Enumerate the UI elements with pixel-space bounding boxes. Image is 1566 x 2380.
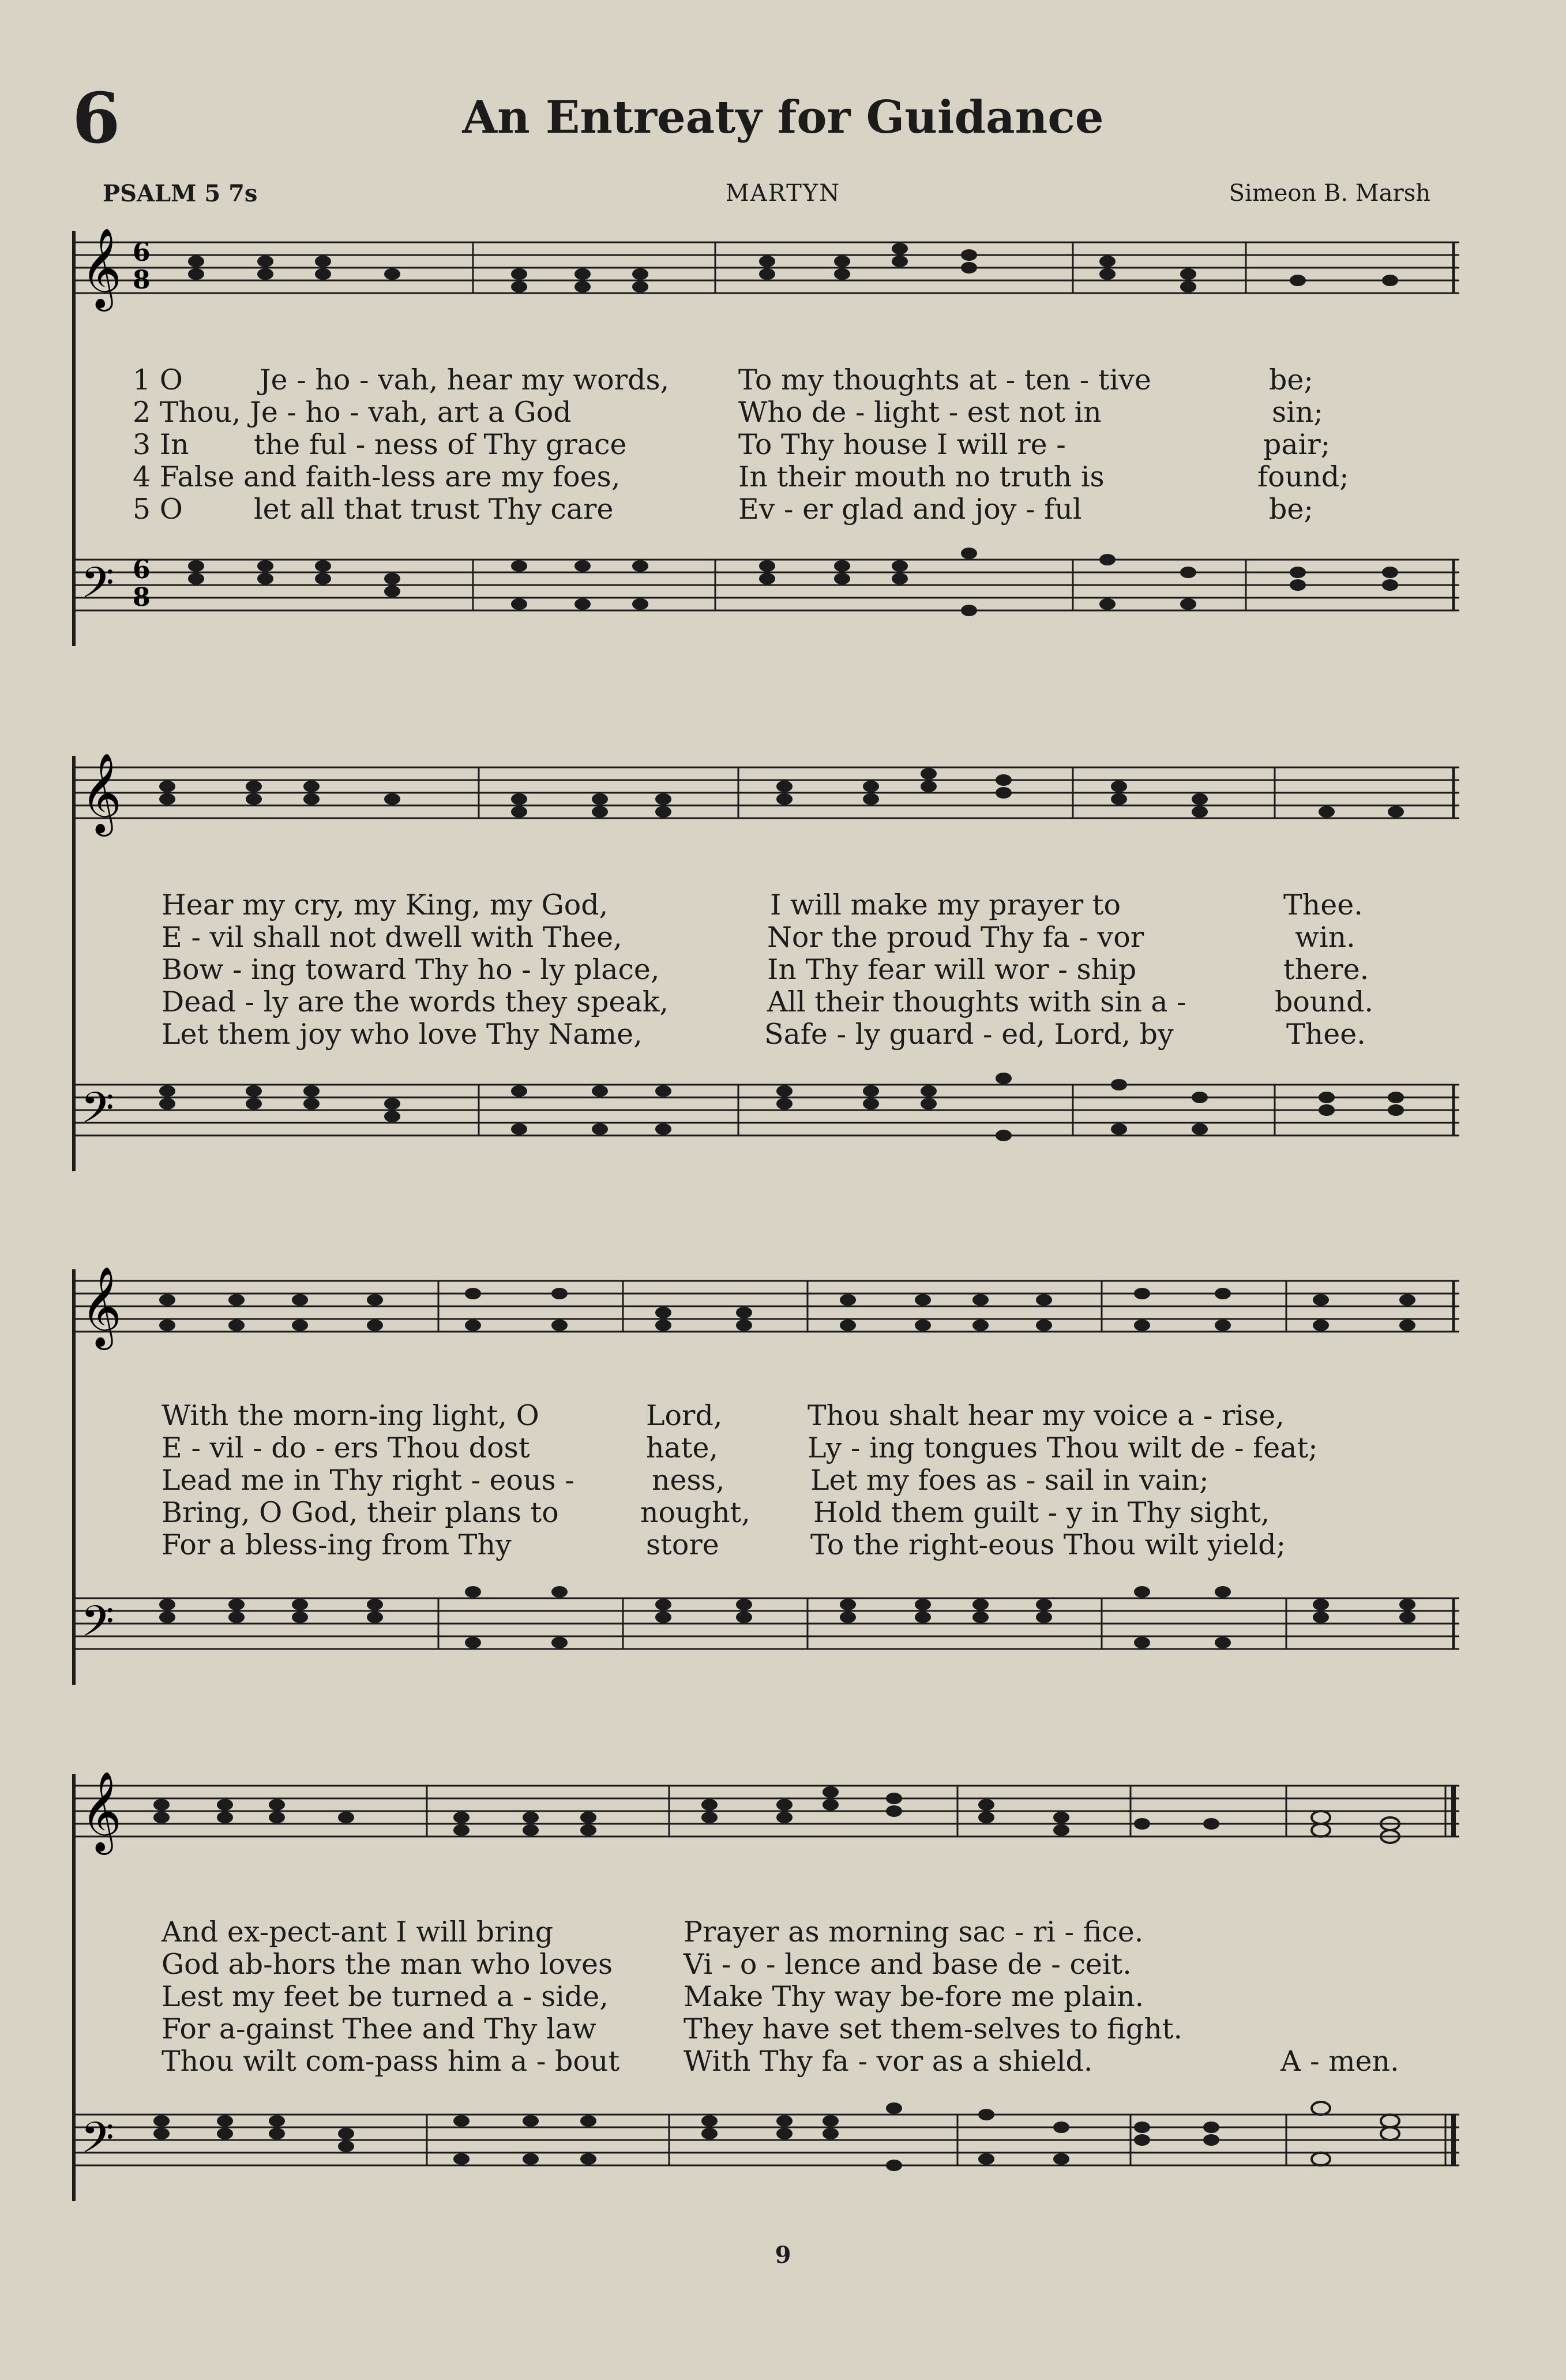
svg-text:𝄢: 𝄢 bbox=[81, 1596, 114, 1657]
verse-line: And ex-pect-ant I will bring Prayer as morning sac - ri - fice. bbox=[162, 1916, 1144, 1948]
verse-line: For a bless-ing from Thy store To the right-eous Thou wilt yield; bbox=[162, 1528, 1286, 1561]
amen: A - men. bbox=[1280, 2045, 1399, 2078]
time-sig-top: 6 bbox=[133, 238, 151, 267]
svg-text:8: 8 bbox=[133, 583, 151, 612]
svg-text:𝄞: 𝄞 bbox=[81, 1266, 122, 1347]
time-sig-bottom: 8 bbox=[133, 265, 151, 295]
verse-line: With the morn-ing light, O Lord, Thou shalt hear my voice a - rise, bbox=[162, 1399, 1285, 1432]
system-1 bbox=[69, 219, 1465, 681]
verse-line: 1 O Je - ho - vah, hear my words, To my thoughts at - ten - tive be; bbox=[133, 363, 1313, 396]
verse-line: Lead me in Thy right - eous - ness, Let my foes as - sail in vain; bbox=[162, 1464, 1209, 1497]
verse-line: Bring, O God, their plans to nought, Hold them guilt - y in Thy sight, bbox=[162, 1496, 1270, 1529]
svg-text:𝄞: 𝄞 bbox=[81, 753, 122, 833]
treble-clef-icon: 𝄞 bbox=[81, 228, 122, 308]
tune-name: MARTYN bbox=[725, 180, 841, 207]
system-4 bbox=[69, 1763, 1465, 2224]
verse-line: Bow - ing toward Thy ho - ly place, In Thy fear will wor - ship there. bbox=[162, 953, 1369, 986]
svg-text:𝄞: 𝄞 bbox=[81, 1771, 122, 1851]
hymn-number: 6 bbox=[72, 78, 121, 159]
verse-line: Let them joy who love Thy Name, Safe - ly guard - ed, Lord, by Thee. bbox=[162, 1018, 1366, 1051]
svg-text:𝄢: 𝄢 bbox=[81, 1083, 114, 1144]
system-3 bbox=[69, 1258, 1465, 1696]
verse-line: Hear my cry, my King, my God, I will make my prayer to Thee. bbox=[162, 889, 1363, 921]
system-2 bbox=[69, 744, 1465, 1183]
hymn-title: An Entreaty for Guidance bbox=[462, 91, 1104, 144]
verse-line: Lest my feet be turned a - side, Make Thy way be-fore me plain. bbox=[162, 1980, 1144, 2013]
verse-line: E - vil - do - ers Thou dost hate, Ly - ing tongues Thou wilt de - feat; bbox=[162, 1431, 1318, 1464]
svg-text:𝄢: 𝄢 bbox=[81, 2113, 114, 2173]
verse-line: 3 In the ful - ness of Thy grace To Thy house I will re - pair; bbox=[133, 428, 1331, 461]
hymn-source: PSALM 5 7s bbox=[103, 180, 258, 207]
verse-line: E - vil shall not dwell with Thee, Nor the proud Thy fa - vor win. bbox=[162, 921, 1355, 954]
verse-line: Dead - ly are the words they speak, All their thoughts with sin a - bound. bbox=[162, 985, 1373, 1018]
verse-line: Thou wilt com-pass him a - bout With Thy fa - vor as a shield. A - men. bbox=[162, 2045, 1399, 2078]
bass-clef-icon: 𝄢 bbox=[81, 558, 114, 619]
verse-line: 4 False and faith-less are my foes, In their mouth no truth is found; bbox=[133, 460, 1349, 493]
verse-line: 2 Thou, Je - ho - vah, art a God Who de - light - est not in sin; bbox=[133, 396, 1323, 429]
svg-text:6: 6 bbox=[133, 555, 151, 584]
composer: Simeon B. Marsh bbox=[1229, 180, 1430, 207]
page-number: 9 bbox=[775, 2242, 791, 2269]
verse-line: God ab-hors the man who loves Vi - o - lence and base de - ceit. bbox=[162, 1948, 1132, 1981]
verse-line: 5 O let all that trust Thy care Ev - er glad and joy - ful be; bbox=[133, 493, 1313, 526]
verse-line: For a-gainst Thee and Thy law They have set them-selves to fight. bbox=[162, 2012, 1183, 2045]
